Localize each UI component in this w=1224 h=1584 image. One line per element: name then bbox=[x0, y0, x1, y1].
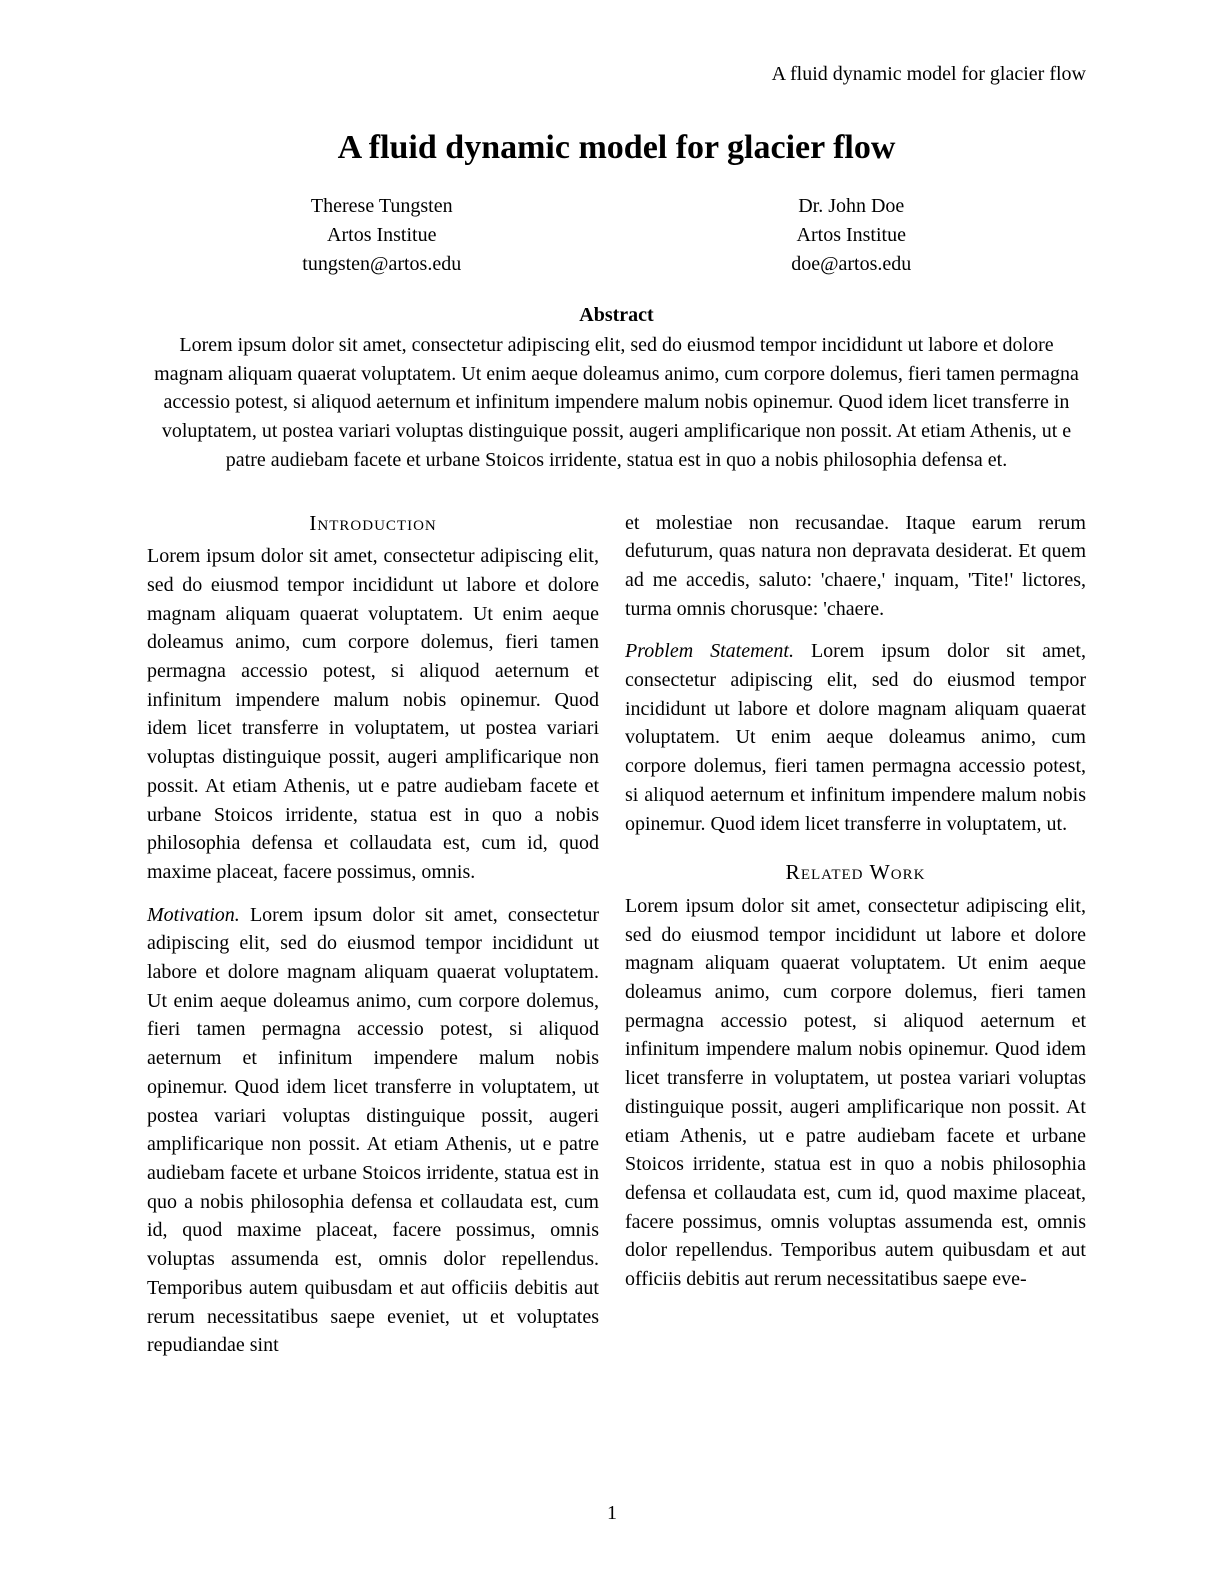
abstract-heading: Abstract bbox=[579, 304, 654, 326]
motivation-continuation-paragraph: et molestiae non recusandae. Itaque earum rerum defuturum, quas natura non depravata desiderat. Et quem ad me accedis, saluto: 'chaere,' inquam, 'Tite!' lictores, turma omnis chorusque: 'chaere. bbox=[625, 511, 1086, 620]
right-column bbox=[625, 509, 1086, 1360]
author-1 bbox=[147, 192, 617, 279]
problem-statement-paragraph bbox=[625, 637, 1086, 838]
section-heading-introduction: Introduction bbox=[309, 510, 437, 535]
body-columns bbox=[147, 509, 1086, 1360]
author-2-email: doe@artos.edu bbox=[791, 253, 912, 275]
author-2 bbox=[617, 192, 1087, 279]
author-2-affiliation: Artos Institue bbox=[796, 224, 906, 246]
motivation-text: Lorem ipsum dolor sit amet, consectetur adipiscing elit, sed do eiusmod tempor incididunt ut labore et dolore magnam aliquam quaerat voluptatem. Ut enim aeque doleamus animo, cum corpore dolemus, fieri tamen permagna accessio potest, si aliquod aeternum et infinitum impendere malum nobis opinemur. Quod idem licet transferre in voluptatem, ut postea variari voluptas distinguique possit, augeri amplificarique non possit. At etiam Athenis, ut e patre audiebam facete et urbane Stoicos irridente, statua est in quo a nobis philosophia defensa et collaudata est, cum id, quod maxime placeat, facere possimus, omnis voluptas assumenda est, omnis dolor repellendus. Temporibus autem quibusdam et aut officiis debitis aut rerum necessitatibus saepe eveniet, ut et voluptates repudiandae sint bbox=[147, 903, 599, 1357]
motivation-label: Motivation. bbox=[147, 903, 240, 926]
section-heading-related-work: Related Work bbox=[785, 860, 926, 885]
problem-statement-label: Problem Statement. bbox=[625, 640, 794, 663]
problem-statement-text: Lorem ipsum dolor sit amet, consectetur adipiscing elit, sed do eiusmod tempor incididunt ut labore et dolore magnam aliquam quaerat voluptatem. Ut enim aeque doleamus animo, cum corpore dolemus, fieri tamen permagna accessio potest, si aliquod aeternum et infinitum impendere malum nobis opinemur. Quod idem licet transferre in voluptatem, ut. bbox=[625, 640, 1086, 835]
author-2-name: Dr. John Doe bbox=[798, 195, 905, 217]
author-1-affiliation: Artos Institue bbox=[327, 224, 437, 246]
left-column bbox=[147, 509, 599, 1360]
related-work-paragraph: Lorem ipsum dolor sit amet, consectetur adipiscing elit, sed do eiusmod tempor incididunt ut labore et dolore magnam aliquam quaerat voluptatem. Ut enim aeque doleamus animo, cum corpore dolemus, fieri tamen permagna accessio potest, si aliquod aeternum et infinitum impendere malum nobis opinemur. Quod idem licet transferre in voluptatem, ut postea variari voluptas distinguique possit, augeri amplificarique non possit. At etiam Athenis, ut e patre audiebam facete et urbane Stoicos irridente, statua est in quo a nobis philosophia defensa et collaudata est, cum id, quod maxime placeat, facere possimus, omnis voluptas assumenda est, omnis dolor repellendus. Temporibus autem quibusdam et aut officiis debitis aut rerum necessitatibus saepe eve- bbox=[625, 894, 1086, 1291]
motivation-paragraph bbox=[147, 901, 599, 1360]
paper-title: A fluid dynamic model for glacier flow bbox=[337, 129, 896, 166]
author-1-name: Therese Tungsten bbox=[310, 195, 453, 217]
author-1-email: tungsten@artos.edu bbox=[302, 253, 462, 275]
author-block bbox=[147, 192, 1086, 279]
introduction-paragraph: Lorem ipsum dolor sit amet, consectetur adipiscing elit, sed do eiusmod tempor incididunt ut labore et dolore magnam aliquam quaerat voluptatem. Ut enim aeque doleamus animo, cum corpore dolemus, fieri tamen permagna accessio potest, si aliquod aeternum et infinitum impendere malum nobis opinemur. Quod idem licet transferre in voluptatem, ut postea variari voluptas distinguique possit, augeri amplificarique non possit. At etiam Athenis, ut e patre audiebam facete et urbane Stoicos irridente, statua est in quo a nobis philosophia defensa et collaudata est, cum id, quod maxime placeat, facere possimus, omnis. bbox=[147, 545, 599, 883]
page-number: 1 bbox=[607, 1502, 617, 1524]
running-head: A fluid dynamic model for glacier flow bbox=[771, 63, 1086, 85]
abstract-section bbox=[147, 301, 1086, 475]
abstract-text: Lorem ipsum dolor sit amet, consectetur adipiscing elit, sed do eiusmod tempor incididunt ut labore et dolore magnam aliquam quaerat voluptatem. Ut enim aeque doleamus animo, cum corpore dolemus, fieri tamen permagna accessio potest, si aliquod aeternum et infinitum impendere malum nobis opinemur. Quod idem licet transferre in voluptatem, ut postea variari voluptas distinguique possit, augeri amplificarique non possit. At etiam Athenis, ut e patre audiebam facete et urbane Stoicos irridente, statua est in quo a nobis philosophia defensa et. bbox=[154, 334, 1079, 471]
